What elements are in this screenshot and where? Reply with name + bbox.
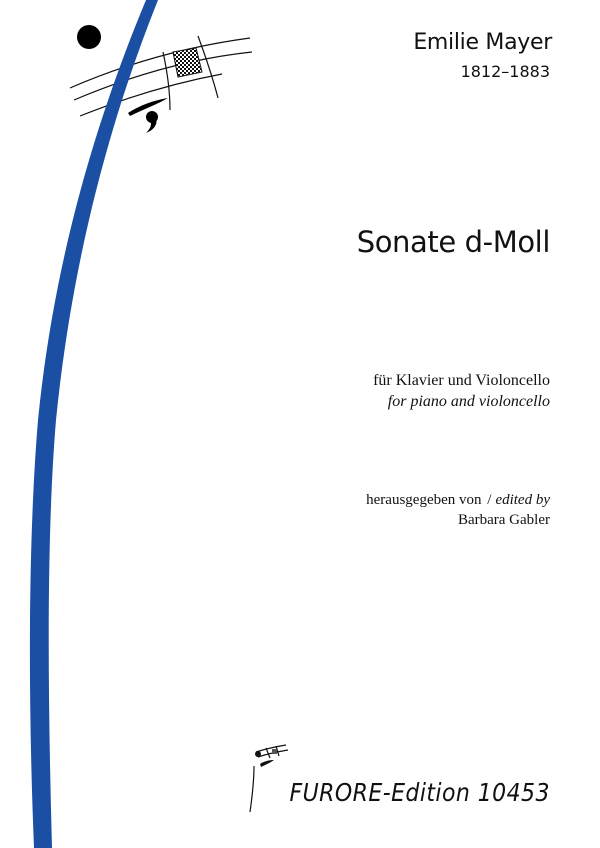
editor-name: Barbara Gabler — [457, 512, 550, 528]
blue-arc — [30, 0, 158, 848]
instrumentation-english: for piano and violoncello — [387, 393, 550, 410]
staff-lines — [70, 38, 252, 116]
work-title: Sonate d-Moll — [356, 225, 550, 259]
note-dot — [77, 25, 101, 49]
furore-logo-icon — [246, 744, 290, 814]
editor-credit-line — [366, 492, 550, 509]
instrumentation-german: für Klavier und Violoncello — [373, 372, 550, 389]
publisher-edition: FURORE-Edition 10453 — [289, 778, 550, 807]
composer-name: Emilie Mayer — [413, 30, 552, 55]
editor-label-separator: / — [487, 492, 492, 508]
checkered-square — [173, 48, 202, 77]
comma-glyph — [128, 98, 168, 133]
composer-dates: 1812–1883 — [460, 62, 550, 81]
editor-label-german: herausgegeben von — [366, 492, 482, 508]
editor-label-english: edited by — [495, 492, 550, 508]
